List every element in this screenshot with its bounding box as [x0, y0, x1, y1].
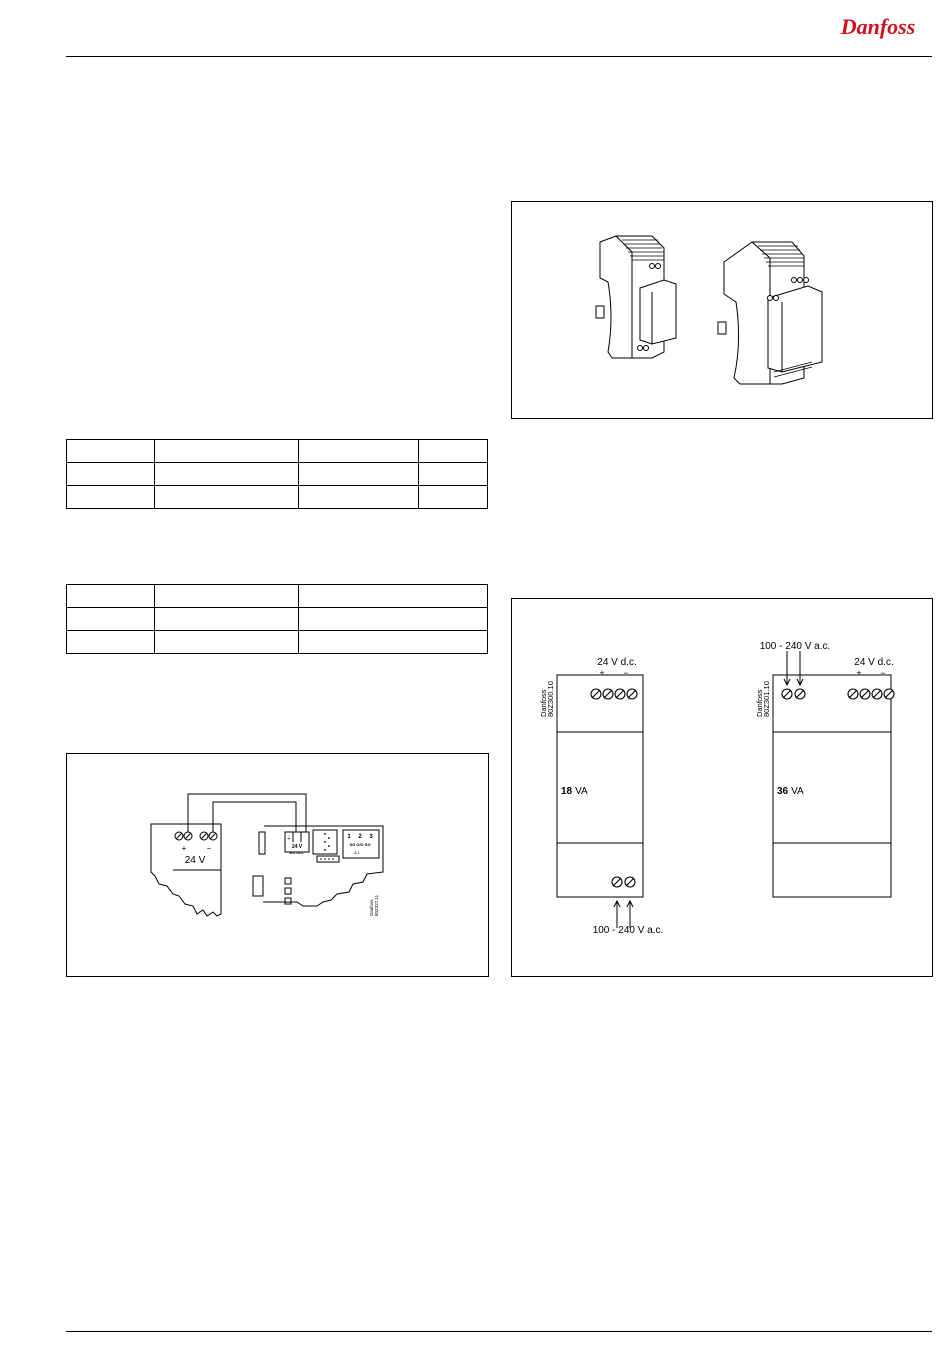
ground-symbol: ⏚ [285, 836, 293, 842]
wiring-drawing-code: 80Z327.11 [374, 894, 379, 916]
unit18-output-label: 24 V d.c. [597, 657, 637, 668]
terminal-number-3: 3 [369, 834, 373, 840]
table-cell [419, 486, 488, 509]
unit18-code: 80Z300.10 [546, 681, 555, 717]
unit18-rating [561, 786, 588, 797]
controller-terminal-subtitle: a.c./d.c. [289, 850, 305, 855]
dimension-drawing-figure [511, 598, 933, 977]
table-cell [154, 585, 299, 608]
table-cell [67, 440, 155, 463]
unit36-rating [777, 786, 804, 797]
unit18-input-label: 100 - 240 V a.c. [592, 925, 664, 936]
table-cell [299, 463, 419, 486]
table-cell [154, 631, 299, 654]
table-row [67, 631, 488, 654]
controller-terminal-voltage: 24 V [291, 844, 303, 850]
wiring-supply-voltage: 24 V [184, 855, 206, 866]
table-cell [154, 440, 299, 463]
wiring-minus-label: − [206, 844, 212, 853]
wiring-diagram-figure [66, 753, 489, 977]
table-cell [154, 608, 299, 631]
table-cell [299, 631, 488, 654]
table-cell [299, 608, 488, 631]
specification-table-2 [66, 584, 488, 654]
unit36-minus: − [880, 668, 886, 678]
danfoss-logo [826, 6, 930, 46]
unit36-input-label: 100 - 240 V a.c. [759, 641, 831, 652]
terminal-subtitle: SG O/O SG [349, 842, 371, 847]
table-cell [419, 440, 488, 463]
footer-rule [66, 1331, 932, 1332]
unit36-rating-number: 36 [777, 786, 789, 797]
table-cell [299, 585, 488, 608]
terminal-number-2: 2 [358, 834, 362, 840]
unit36-output-label: 24 V d.c. [854, 657, 894, 668]
table-cell [67, 608, 155, 631]
table-row [67, 585, 488, 608]
table-row [67, 463, 488, 486]
table-row [67, 486, 488, 509]
table-cell [67, 486, 155, 509]
wiring-plus-label: + [181, 844, 187, 853]
terminal-subtitle-2: A 1 [354, 850, 360, 855]
unit36-plus: + [856, 668, 862, 678]
wiring-diagram [67, 754, 488, 976]
specification-table-1 [66, 439, 488, 509]
table-cell [154, 463, 299, 486]
table-cell [154, 486, 299, 509]
table-cell [419, 463, 488, 486]
unit18-brand: Danfoss [539, 689, 548, 717]
table-row [67, 608, 488, 631]
power-supply-front-views [512, 599, 932, 976]
unit36-rating-unit: VA [791, 786, 804, 797]
power-supply-figure [511, 201, 933, 419]
unit36-brand: Danfoss [755, 689, 764, 717]
unit36-code: 80Z301.10 [762, 681, 771, 717]
unit18-rating-unit: VA [575, 786, 588, 797]
table-cell [67, 631, 155, 654]
wiring-brand: Danfoss [369, 899, 374, 916]
table-cell [299, 486, 419, 509]
header-rule [66, 56, 932, 57]
table-cell [67, 585, 155, 608]
table-cell [299, 440, 419, 463]
table-row [67, 440, 488, 463]
power-supply-illustration [512, 202, 932, 418]
unit18-plus: + [599, 668, 605, 678]
terminal-number-1: 1 [347, 834, 351, 840]
table-cell [67, 463, 155, 486]
unit18-rating-number: 18 [561, 786, 573, 797]
logo-wordmark: Danfoss [840, 14, 916, 39]
unit18-minus: − [623, 668, 629, 678]
